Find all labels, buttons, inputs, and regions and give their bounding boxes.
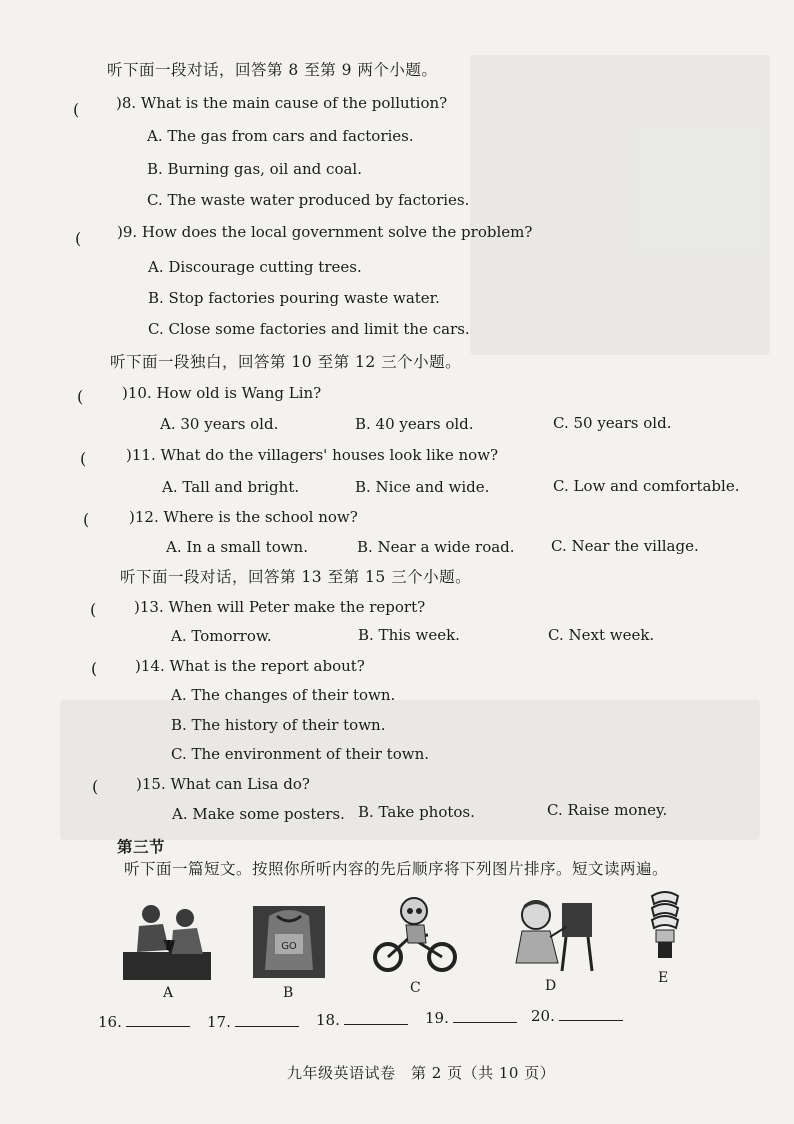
q10-option-a: A. 30 years old. [160,415,279,433]
answer-slot-16[interactable] [98,1012,190,1032]
section3-heading: 第三节 [117,837,166,856]
picture-label-d: D [545,978,557,994]
q9-option-c: C. Close some factories and limit the cars. [148,320,470,338]
question-13: )13. When will Peter make the report? [134,598,426,616]
picture-label-e: E [658,970,669,986]
q8-option-a: A. The gas from cars and factories. [147,127,414,145]
q12-option-b: B. Near a wide road. [357,538,515,556]
answer-blank[interactable] [559,1006,623,1021]
answer-slot-18[interactable] [316,1010,408,1030]
answer-paren[interactable]: ( [83,510,90,529]
q9-option-a: A. Discourage cutting trees. [148,258,362,276]
q9-option-b: B. Stop factories pouring waste water. [148,289,440,307]
question-11: )11. What do the villagers' houses look like now? [126,446,499,464]
q10-option-b: B. 40 years old. [355,415,474,433]
q15-option-c: C. Raise money. [547,801,668,819]
group3-instruction: 听下面一段对话，回答第 13 至第 15 三个小题。 [120,568,472,586]
q11-option-a: A. Tall and bright. [162,478,300,496]
answer-paren[interactable]: ( [75,229,82,248]
question-9: )9. How does the local government solve the problem? [117,223,533,241]
answer-blank[interactable] [235,1012,299,1027]
section3-instruction: 听下面一篇短文。按照你所听内容的先后顺序将下列图片排序。短文读两遍。 [124,860,669,878]
child-riding-bicycle-icon [372,895,458,977]
group2-instruction: 听下面一段独白，回答第 10 至第 12 三个小题。 [110,353,462,371]
answer-number: 16. [98,1013,122,1031]
q8-option-c: C. The waste water produced by factories. [147,191,470,209]
q8-option-b: B. Burning gas, oil and coal. [147,160,362,178]
answer-paren[interactable]: ( [91,659,98,678]
people-planting-icon [123,900,211,980]
question-10: )10. How old is Wang Lin? [122,384,322,402]
answer-paren[interactable]: ( [90,600,97,619]
answer-number: 17. [207,1013,231,1031]
q13-option-a: A. Tomorrow. [171,627,272,645]
picture-label-b: B [283,985,294,1001]
answer-slot-20[interactable] [531,1006,623,1026]
answer-slot-19[interactable] [425,1008,517,1028]
q12-option-a: A. In a small town. [166,538,308,556]
answer-blank[interactable] [344,1010,408,1025]
picture-label-a: A [163,985,174,1001]
girl-painting-icon [508,897,596,973]
q12-option-c: C. Near the village. [551,537,699,555]
q15-option-b: B. Take photos. [358,803,475,821]
svg-text:GO: GO [281,941,297,952]
plastic-bag-icon [251,904,327,980]
q10-option-c: C. 50 years old. [553,414,672,432]
answer-paren[interactable]: ( [92,777,99,796]
q11-option-c: C. Low and comfortable. [553,477,740,495]
q13-option-b: B. This week. [358,626,460,644]
group1-instruction: 听下面一段对话，回答第 8 至第 9 两个小题。 [107,61,438,79]
answer-blank[interactable] [126,1012,190,1027]
answer-number: 20. [531,1007,555,1025]
question-14: )14. What is the report about? [135,657,365,675]
answer-paren[interactable]: ( [73,100,80,119]
page-footer: 九年级英语试卷 第 2 页（共 10 页） [287,1064,556,1082]
answer-slot-17[interactable] [207,1012,299,1032]
q13-option-c: C. Next week. [548,626,655,644]
energy-saving-bulb-icon [640,890,690,970]
q11-option-b: B. Nice and wide. [355,478,490,496]
q14-option-c: C. The environment of their town. [171,745,429,763]
answer-paren[interactable]: ( [77,387,84,406]
question-8: )8. What is the main cause of the pollution? [116,94,448,112]
answer-blank[interactable] [453,1008,517,1023]
answer-number: 19. [425,1009,449,1027]
q14-option-a: A. The changes of their town. [171,686,396,704]
answer-paren[interactable]: ( [80,449,87,468]
q14-option-b: B. The history of their town. [171,716,386,734]
q15-option-a: A. Make some posters. [172,805,345,823]
picture-label-c: C [410,980,421,996]
question-15: )15. What can Lisa do? [136,775,310,793]
question-12: )12. Where is the school now? [129,508,358,526]
answer-number: 18. [316,1011,340,1029]
bleed-through-shade [470,55,770,355]
